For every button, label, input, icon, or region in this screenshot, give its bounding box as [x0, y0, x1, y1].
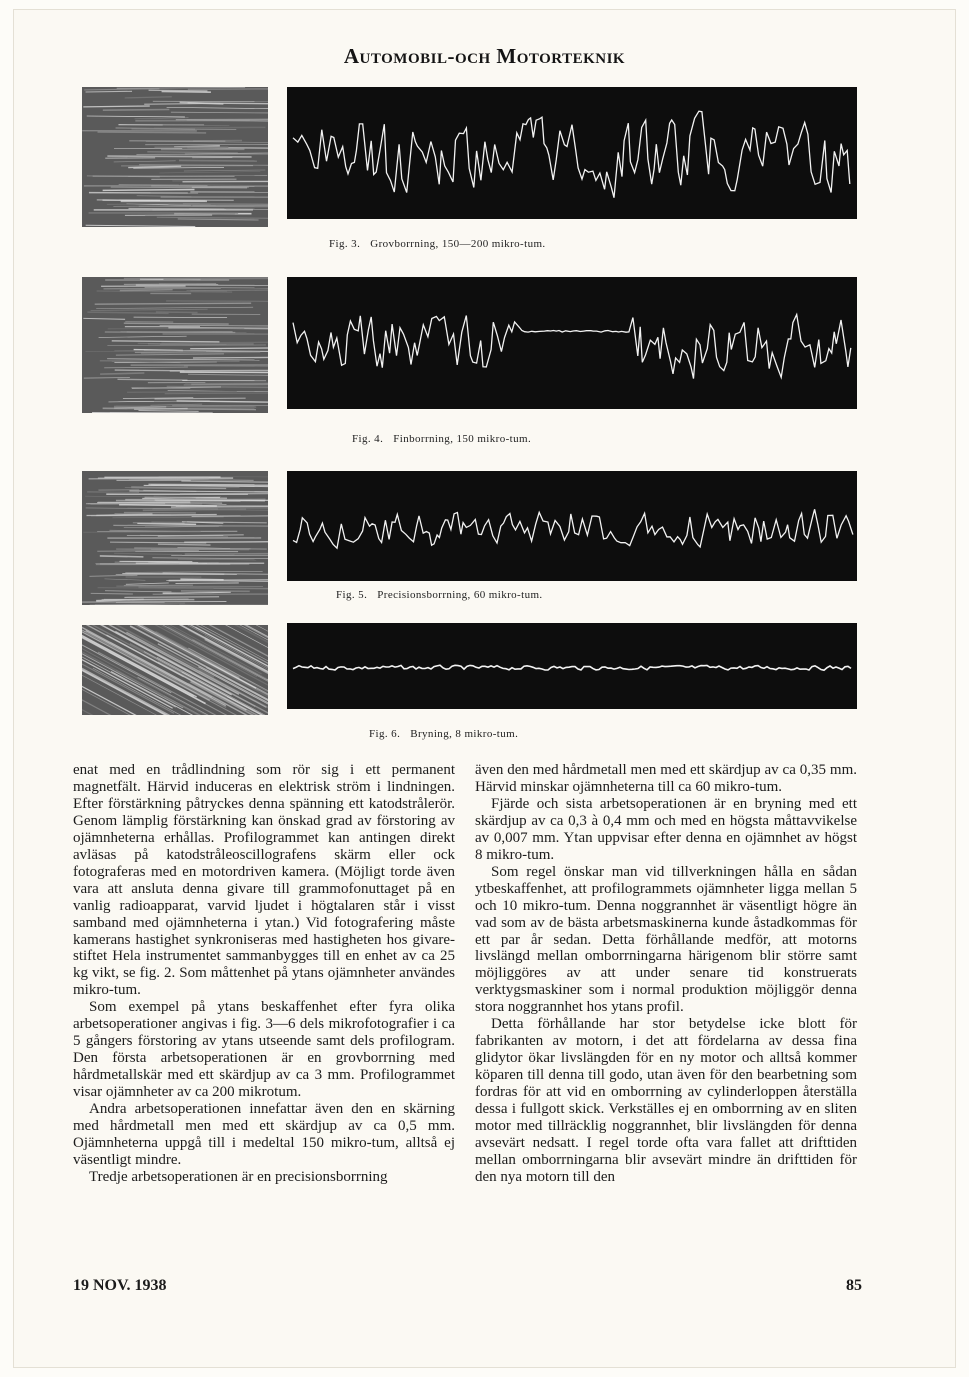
micrograph-streak	[171, 112, 268, 113]
micrograph-streak	[180, 493, 268, 494]
micrograph-streak	[129, 209, 225, 210]
micrograph-streak	[125, 571, 262, 572]
micrograph-streak	[165, 393, 268, 394]
micrograph-streak	[171, 506, 268, 507]
micrograph-streak	[86, 91, 132, 92]
micrograph-streak	[191, 290, 268, 291]
micrograph-streak	[91, 593, 133, 594]
micrograph-streak	[113, 517, 224, 518]
micrograph-streak	[103, 288, 220, 289]
micrograph-streak	[99, 336, 187, 337]
micrograph-streak	[96, 307, 253, 308]
caption-fig4	[352, 433, 531, 445]
micrograph-streak	[167, 107, 268, 108]
micrograph-streak	[98, 490, 139, 491]
journal-title: Automobil-och Motorteknik	[343, 44, 626, 68]
micrograph-streak	[89, 575, 137, 576]
micrograph-streak	[137, 523, 196, 524]
left-paragraph-2: Som exempel på ytans beskaffenhet efter fyra olika arbetsoperationer angivas i fig. 3—6 dels mikrofotografier i ca 5 gångers förstoring av ytans utseende samt dels profilogram. Den första arbetsoperationen är en grovborrning med hårdmetallskär med ett skärdjup av ca 3 mm. Profilogrammet visar ojämnheter av ca 200 mikrotum.	[73, 999, 455, 1101]
micrograph-streak	[116, 574, 237, 575]
micrograph-streak	[150, 404, 202, 405]
micrograph-streak	[91, 309, 208, 310]
micrograph-streak	[125, 97, 172, 98]
profilogram-fig6-trace	[287, 623, 857, 709]
right-paragraph-1: även den med hårdmetall men med ett skärdjup av ca 0,35 mm. Härvid minskar ojämnheterna till ca 60 mikro-tum.	[475, 762, 857, 795]
micrograph-streak	[193, 357, 268, 358]
caption-fig3-text: Grovborrning, 150—200 mikro-tum.	[370, 238, 546, 250]
micrograph-streak	[108, 401, 153, 402]
micrograph-streak	[170, 370, 268, 371]
micrograph-streak	[115, 370, 185, 371]
micrograph-streak	[83, 106, 149, 107]
micrograph-streak	[151, 186, 268, 187]
micrograph-streak	[184, 542, 268, 543]
left-paragraph-1: enat med en trådlindning som rör sig i ett permanent magnetfält. Härvid induceras en elektrisk ström i lindningen. Efter förstärkning påtryckes denna spänning ett katodstrålerör. Genom lämplig förstärkning kan önskad grad av förstoring av ojämnheterna erhållas. Profilogrammet kan antingen direkt avläsas på katodstråleoscillografens skärm eller ock fotograferas med en motordriven kamera. (Möjligt torde även vara att ansluta denna givare till grammofonuttaget på en vanlig radioapparat, varvid ljudet i högtalaren står i visst samband med ojämnheterna i ytan.) Vid fotografering måste kamerans hastighet synkroniseras med hastigheten hos givare-stiftet Hela instrumentet sammanbygges till en enhet av ca 25 kg vikt, se fig. 2. Som måttenhet på ytans ojämnheter användes mikro-tum.	[73, 762, 455, 999]
micrograph-streak	[103, 190, 195, 191]
micrograph-streak	[124, 597, 219, 598]
micrograph-fig5-image	[82, 471, 268, 605]
micrograph-streak	[116, 549, 249, 550]
trace-line	[293, 315, 851, 379]
micrograph-streak	[160, 325, 268, 326]
micrograph-streak	[83, 318, 125, 319]
micrograph-streak	[124, 323, 229, 324]
caption-fig6-text: Bryning, 8 mikro-tum.	[410, 728, 519, 740]
profilogram-fig6	[287, 623, 857, 709]
micrograph-streak	[128, 166, 181, 167]
caption-fig6	[369, 728, 518, 740]
micrograph-streak	[178, 219, 259, 220]
micrograph-streak	[90, 603, 185, 604]
micrograph-streak	[120, 290, 173, 291]
micrograph-fig6-image	[82, 625, 268, 715]
caption-fig6-number: Fig. 6.	[369, 728, 401, 740]
micrograph-streak	[87, 116, 185, 117]
micrograph-streak	[180, 579, 223, 580]
micrograph-streak	[86, 508, 218, 509]
micrograph-streak	[124, 585, 193, 586]
micrograph-streak	[159, 172, 260, 173]
micrograph-fig3	[82, 87, 268, 227]
micrograph-streak	[117, 379, 187, 380]
micrograph-streak	[114, 161, 176, 162]
left-paragraph-3: Andra arbetsoperationen innefattar även den en skärning med hårdmetall men med ett skärdjup av ca 0,5 mm. Ojämnheterna uppgå till i medeltal 150 mikro-tum, alltså ej väsentligt mindre.	[73, 1101, 455, 1168]
micrograph-streak	[119, 185, 179, 186]
micrograph-streak	[152, 558, 268, 559]
micrograph-streak	[177, 401, 268, 402]
micrograph-fig3-image	[82, 87, 268, 227]
caption-fig5-number: Fig. 5.	[336, 589, 368, 601]
micrograph-streak	[191, 383, 268, 384]
trace-line	[293, 509, 853, 548]
micrograph-streak	[147, 152, 237, 153]
micrograph-streak	[100, 556, 144, 557]
profilogram-fig3-trace	[287, 87, 857, 219]
caption-fig3	[329, 238, 546, 250]
micrograph-streak	[131, 129, 236, 130]
micrograph-fig6	[82, 625, 268, 715]
micrograph-streak	[84, 89, 159, 90]
micrograph-streak	[175, 583, 238, 584]
micrograph-streak	[141, 352, 260, 353]
caption-fig5	[336, 589, 543, 601]
micrograph-fig4-image	[82, 277, 268, 413]
micrograph-streak	[98, 132, 207, 133]
body-column-right	[475, 762, 857, 1186]
left-paragraph-4: Tredje arbetsoperationen är en precisionsborrning	[89, 1168, 388, 1185]
micrograph-streak	[157, 217, 268, 218]
micrograph-streak	[114, 553, 182, 554]
micrograph-streak	[190, 348, 268, 349]
micrograph-streak	[138, 410, 198, 411]
caption-fig4-text: Finborrning, 150 mikro-tum.	[393, 433, 532, 445]
micrograph-streak	[100, 373, 144, 374]
body-column-left	[73, 762, 455, 1186]
micrograph-streak	[156, 312, 198, 313]
micrograph-streak	[103, 109, 170, 110]
micrograph-streak	[107, 156, 251, 157]
profilogram-fig5-trace	[287, 471, 857, 581]
micrograph-streak	[84, 377, 130, 378]
micrograph-streak	[135, 118, 189, 119]
micrograph-streak	[134, 409, 188, 410]
micrograph-streak	[184, 366, 268, 367]
micrograph-streak	[116, 354, 224, 355]
caption-fig3-number: Fig. 3.	[329, 238, 361, 250]
micrograph-streak	[126, 583, 169, 584]
right-paragraph-2: Fjärde och sista arbetsoperationen är en bryning med ett skärdjup av ca 0,3 à 0,4 mm och med en högsta måttavvikelse av 0,007 mm. Ytan uppvisar efter denna en ojämnhet av högst 8 mikro-tum.	[475, 795, 857, 863]
trace-line	[293, 111, 850, 198]
micrograph-streak	[104, 367, 188, 368]
micrograph-streak	[184, 170, 265, 171]
micrograph-streak	[112, 341, 220, 342]
right-paragraph-4: Detta förhållande har stor betydelse icke blott för fabrikanten av motorn, i det att fördelarna av dessa fina glidytor ökar livslängden för en ny motor och alltså kommer köparen till denna till godo, utan även för den bearbetning som fordras för att vid en omborrning av cylinderloppen återställa dessa i fullgott skick. Verkställes ej en omborrning av en sliten motor med tillräcklig noggrannhet, blir livslängden för denna avsevärt nedsatt. I regel torde ofta vara fallet att drifttiden mellan omborrningarna blir avsevärt mindre än drifttiden för den nya motorn till den	[475, 1016, 857, 1185]
micrograph-streak	[179, 604, 268, 605]
caption-fig5-text: Precisionsborrning, 60 mikro-tum.	[377, 589, 543, 601]
micrograph-streak	[162, 91, 211, 92]
micrograph-streak	[117, 87, 245, 88]
right-paragraph-3: Som regel önskar man vid tillverkningen hålla en sådan ytbeskaffenhet, att profilogrammets ojämnheter ligga mellan 5 och 10 mikro-tum. Denna noggrannhet är väsentligt högre än vad som av de bästa arbetsmaskinerna kunde åstadkommas för ett par år sedan. Detta förhållande medför, att motorns livslängd mellan omborrningarna härigenom blir större samt möjliggöres av att under senare tid konstruerats verktygsmaskiner som i normal produktion möjliggör denna stora noggrannhet hos ytans profil.	[475, 863, 857, 1016]
micrograph-streak	[86, 631, 226, 706]
micrograph-fig5	[82, 471, 268, 605]
micrograph-streak	[127, 392, 237, 393]
page-number: 85	[846, 1277, 862, 1294]
micrograph-streak	[178, 559, 256, 560]
trace-line	[293, 665, 851, 670]
caption-fig4-number: Fig. 4.	[352, 433, 384, 445]
micrograph-streak	[95, 303, 251, 304]
micrograph-streak	[148, 484, 268, 485]
micrograph-fig4	[82, 277, 268, 413]
micrograph-streak	[107, 359, 259, 360]
micrograph-streak	[158, 544, 211, 545]
micrograph-streak	[179, 160, 257, 161]
profilogram-fig5	[287, 471, 857, 581]
micrograph-streak	[185, 553, 268, 554]
micrograph-streak	[188, 374, 268, 375]
micrograph-streak	[149, 90, 208, 91]
micrograph-streak	[129, 491, 268, 492]
micrograph-streak	[86, 225, 196, 226]
micrograph-streak	[124, 278, 268, 279]
profilogram-fig3	[287, 87, 857, 219]
profilogram-fig4	[287, 277, 857, 409]
profilogram-fig4-trace	[287, 277, 857, 409]
micrograph-streak	[181, 481, 268, 482]
micrograph-streak	[145, 214, 235, 215]
micrograph-streak	[188, 89, 268, 90]
micrograph-streak	[105, 591, 171, 592]
micrograph-streak	[104, 579, 145, 580]
issue-date: 19 NOV. 1938	[73, 1277, 167, 1294]
micrograph-streak	[82, 601, 226, 602]
